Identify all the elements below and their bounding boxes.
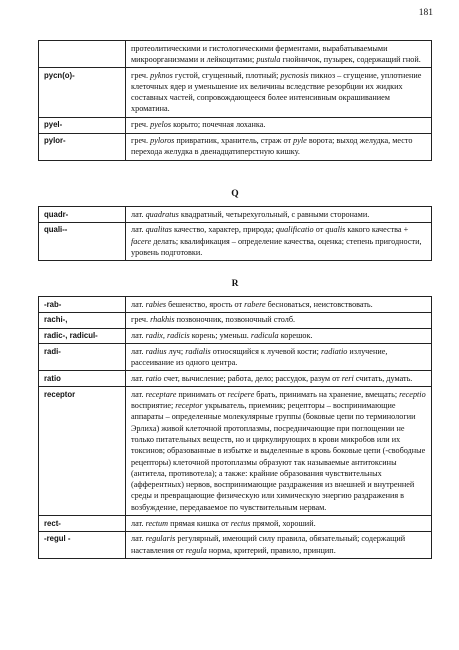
dictionary-table-q — [38, 206, 432, 261]
entry-definition: лат. rabies бешенство, ярость от rabere бесноваться, неистовствовать. — [126, 297, 432, 313]
entry-term: quadr- — [39, 207, 126, 223]
entry-row — [39, 344, 432, 371]
entry-definition: лат. rectum прямая кишка от rectus прямой, хороший. — [126, 516, 432, 532]
entry-definition: лат. receptare принимать от recipere брать, принимать на хранение, вмещать; receptio восприятие; receptor укрыватель, приемник; рецепторы – воспринимающие аппараты – определенные молекулярные группы (боковые цепи по терминологии Эрлиха) живой клеточной протоплазмы, посредничающие при поглощении не только питательных веществ, но и циркулирующих в крови микробов или их токсинов; образованные в избытке и выделенные в кровь боковые цепи (-свободные рецепторы) клеточной протоплазмы образуют так называемые антитоксины (антитела, противотела); а также: крайние образования чувствительных (афферентных) нервов, воспринимающие раздражения из внешней и внутренней среды и превращающие физическую или химическую энергию раздражения в возбуждение, передаваемое по чувствительным нервам. — [126, 387, 432, 516]
entry-term: radi- — [39, 344, 126, 371]
entry-term: ratio — [39, 371, 126, 387]
entry-definition: лат. ratio счет, вычисление; работа, дело; рассудок, разум от reri считать, думать. — [126, 371, 432, 387]
entry-definition: лат. quadratus квадратный, четырехугольный, с равными сторонами. — [126, 207, 432, 223]
entry-term — [39, 41, 126, 68]
entry-row — [39, 207, 432, 223]
entry-definition: лат. radix, radicis корень; уменьш. radicula корешок. — [126, 328, 432, 344]
entry-row — [39, 68, 432, 118]
entry-row — [39, 117, 432, 133]
entry-row — [39, 328, 432, 344]
entry-term: rachi-, — [39, 312, 126, 328]
section-heading-r: R — [231, 279, 239, 289]
entry-term: radic-, radicul- — [39, 328, 126, 344]
entry-term: pycn(o)- — [39, 68, 126, 118]
entry-definition: лат. regularis регулярный, имеющий силу правила, обязательный; содержащий наставления от regula норма, критерий, правило, принцип. — [126, 531, 432, 558]
entry-term: quali-- — [39, 222, 126, 260]
entry-row — [39, 387, 432, 516]
entry-definition: лат. qualitas качество, характер, природа; qualificatio от qualis какого качества + facere делать; квалификация – определение качества, оценка; степень пригодности, уровень подготовки. — [126, 222, 432, 260]
page-number: 181 — [418, 8, 433, 18]
entry-term: rect- — [39, 516, 126, 532]
entry-row — [39, 531, 432, 558]
entry-term: pyel- — [39, 117, 126, 133]
entry-definition: греч. pyknos густой, сгущенный, плотный; pycnosis пикноз – сгущение, уплотнение клеточных ядер и уменьшение их величины вследствие резорбции их жидких составных частей, сопровождающееся более интенсивным окрашиванием хроматина. — [126, 68, 432, 118]
entry-definition: греч. pyelos корыто; почечная лоханка. — [126, 117, 432, 133]
section-heading-q: Q — [231, 189, 239, 199]
entry-definition: протеолитическими и гистологическими ферментами, вырабатываемыми микроорганизмами и лейкоцитами; pustula гнойничок, пузырек, содержащий гной. — [126, 41, 432, 68]
entry-row — [39, 371, 432, 387]
entry-term: -rab- — [39, 297, 126, 313]
entry-term: receptor — [39, 387, 126, 516]
entry-row — [39, 516, 432, 532]
entry-row — [39, 133, 432, 160]
dictionary-table-p — [38, 40, 432, 161]
entry-definition: греч. pyloros привратник, хранитель, страж от pyle ворота; выход желудка, место перехода желудка в двенадцатиперстную кишку. — [126, 133, 432, 160]
entry-row — [39, 312, 432, 328]
entry-definition: лат. radius луч; radialis относящийся к лучевой кости; radiatio излучение, рассеивание из одного центра. — [126, 344, 432, 371]
entry-term: -regul - — [39, 531, 126, 558]
entry-row — [39, 222, 432, 260]
dictionary-table-r — [38, 296, 432, 559]
entry-term: pylor- — [39, 133, 126, 160]
entry-definition: греч. rhakhis позвоночник, позвоночный столб. — [126, 312, 432, 328]
entry-row — [39, 297, 432, 313]
entry-row — [39, 41, 432, 68]
